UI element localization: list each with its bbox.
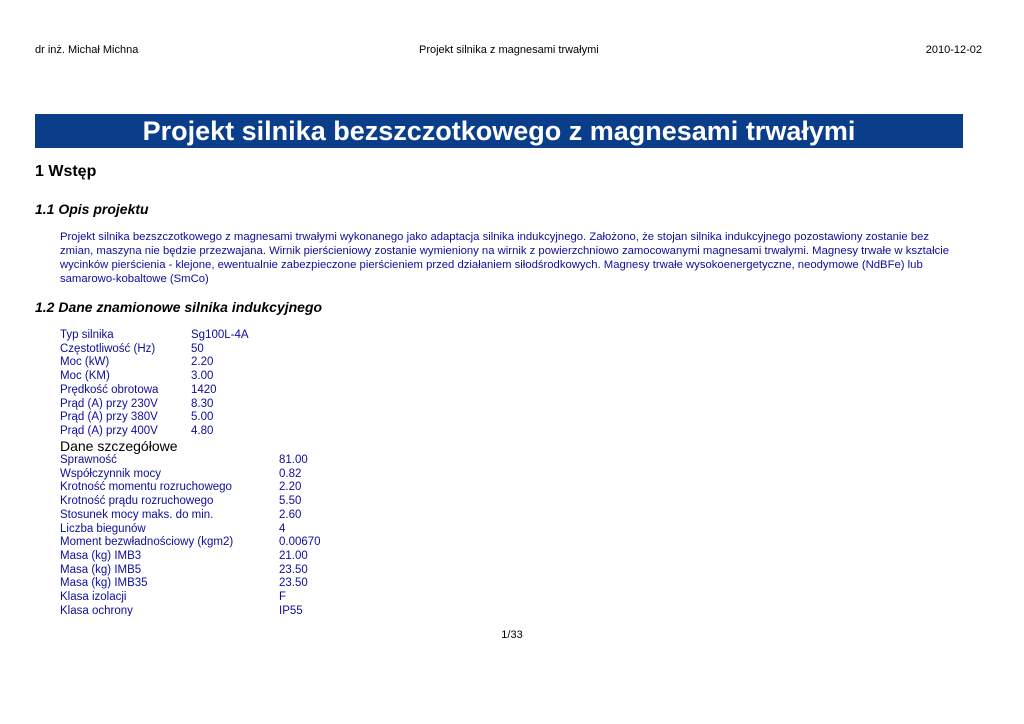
table-row (60, 495, 321, 509)
row-value: 0.82 (279, 467, 302, 480)
table-row (60, 536, 321, 550)
table-row (60, 398, 249, 412)
row-value: 1420 (191, 383, 217, 396)
row-label: Moc (kW) (60, 356, 110, 369)
row-value: F (279, 591, 287, 604)
row-value: 3.00 (191, 370, 214, 383)
table-row (60, 384, 249, 398)
table-row (60, 564, 321, 578)
row-value: 21.00 (279, 549, 308, 562)
row-value: 8.30 (191, 397, 214, 410)
table-row (60, 591, 321, 605)
table-row (60, 343, 249, 357)
table-row (60, 550, 321, 564)
row-label: Liczba biegunów (60, 522, 146, 535)
header-title: Projekt silnika z magnesami trwałymi (419, 44, 599, 56)
table-row (60, 425, 249, 439)
table-row (60, 481, 321, 495)
row-value: 5.00 (191, 411, 214, 424)
row-label: Moment bezwładnościowy (kgm2) (60, 536, 234, 549)
row-value: 81.00 (279, 454, 308, 466)
row-label: Prędkość obrotowa (60, 383, 159, 396)
row-value: IP55 (279, 604, 303, 616)
row-value: 23.50 (279, 563, 308, 576)
table-row (60, 411, 249, 425)
table-row (60, 468, 321, 482)
row-label: Klasa izolacji (60, 591, 127, 604)
table-row (60, 454, 321, 468)
details-table (60, 454, 321, 616)
row-value: 4.80 (191, 424, 214, 437)
header-author: dr inż. Michał Michna (35, 44, 139, 56)
row-label: Masa (kg) IMB5 (60, 563, 142, 576)
rated-data-table (60, 329, 249, 439)
document-title: Projekt silnika bezszczotkowego z magnesami trwałymi (35, 114, 963, 148)
table-row (60, 329, 249, 343)
row-label: Klasa ochrony (60, 604, 133, 616)
row-value: 0.00670 (279, 536, 321, 549)
table-row (60, 523, 321, 537)
row-label: Sprawność (60, 454, 117, 466)
details-heading: Dane szczegółowe (60, 438, 178, 454)
row-label: Moc (KM) (60, 370, 110, 383)
table-row (60, 370, 249, 384)
row-label: Masa (kg) IMB35 (60, 577, 148, 590)
subsection-heading-dane: 1.2 Dane znamionowe silnika indukcyjnego (35, 299, 323, 315)
row-label: Krotność momentu rozruchowego (60, 481, 232, 494)
subsection-heading-opis: 1.1 Opis projektu (35, 201, 149, 217)
row-label: Masa (kg) IMB3 (60, 549, 142, 562)
header-date: 2010-12-02 (925, 44, 982, 56)
row-value: 2.20 (191, 356, 214, 369)
row-label: Prąd (A) przy 230V (60, 397, 158, 410)
row-value: 23.50 (279, 577, 308, 590)
row-label: Stosunek mocy maks. do min. (60, 508, 214, 521)
section-heading-wstep: 1 Wstęp (35, 163, 97, 180)
table-row (60, 577, 321, 591)
row-value: 2.20 (279, 481, 302, 494)
table-row (60, 509, 321, 523)
table-row (60, 356, 249, 370)
row-value: Sg100L-4A (191, 329, 249, 341)
row-label: Częstotliwość (Hz) (60, 342, 156, 355)
project-description: Projekt silnika bezszczotkowego z magnesami trwałymi wykonanego jako adaptacja silnika indukcyjnego. Założono, że stojan silnika indukcyjnego pozostawiony zostanie bez zmian, maszyna nie będzie przezwajana. Wirnik pierścieniowy zostanie wymieniony na wirnik z powierzchniowo zamocowanymi magnesami trwałymi. Magnesy trwałe w kształcie wycinków pierścienia - klejone, ewentualnie zabezpieczone pierścieniem przed działaniem siłodśrodkowych. Magnesy trwałe wysokoenergetyczne, neodymowe (NdBFe) lub samarowo-kobaltowe (SmCo) (60, 231, 950, 285)
row-label: Krotność prądu rozruchowego (60, 495, 214, 508)
row-value: 4 (279, 522, 286, 535)
row-value: 2.60 (279, 508, 302, 521)
row-label: Typ silnika (60, 329, 114, 341)
row-value: 50 (191, 342, 204, 355)
row-label: Prąd (A) przy 400V (60, 424, 158, 437)
row-label: Prąd (A) przy 380V (60, 411, 158, 424)
table-row (60, 605, 321, 616)
row-value: 5.50 (279, 495, 302, 508)
row-label: Współczynnik mocy (60, 467, 161, 480)
page-number: 1/33 (501, 629, 523, 641)
